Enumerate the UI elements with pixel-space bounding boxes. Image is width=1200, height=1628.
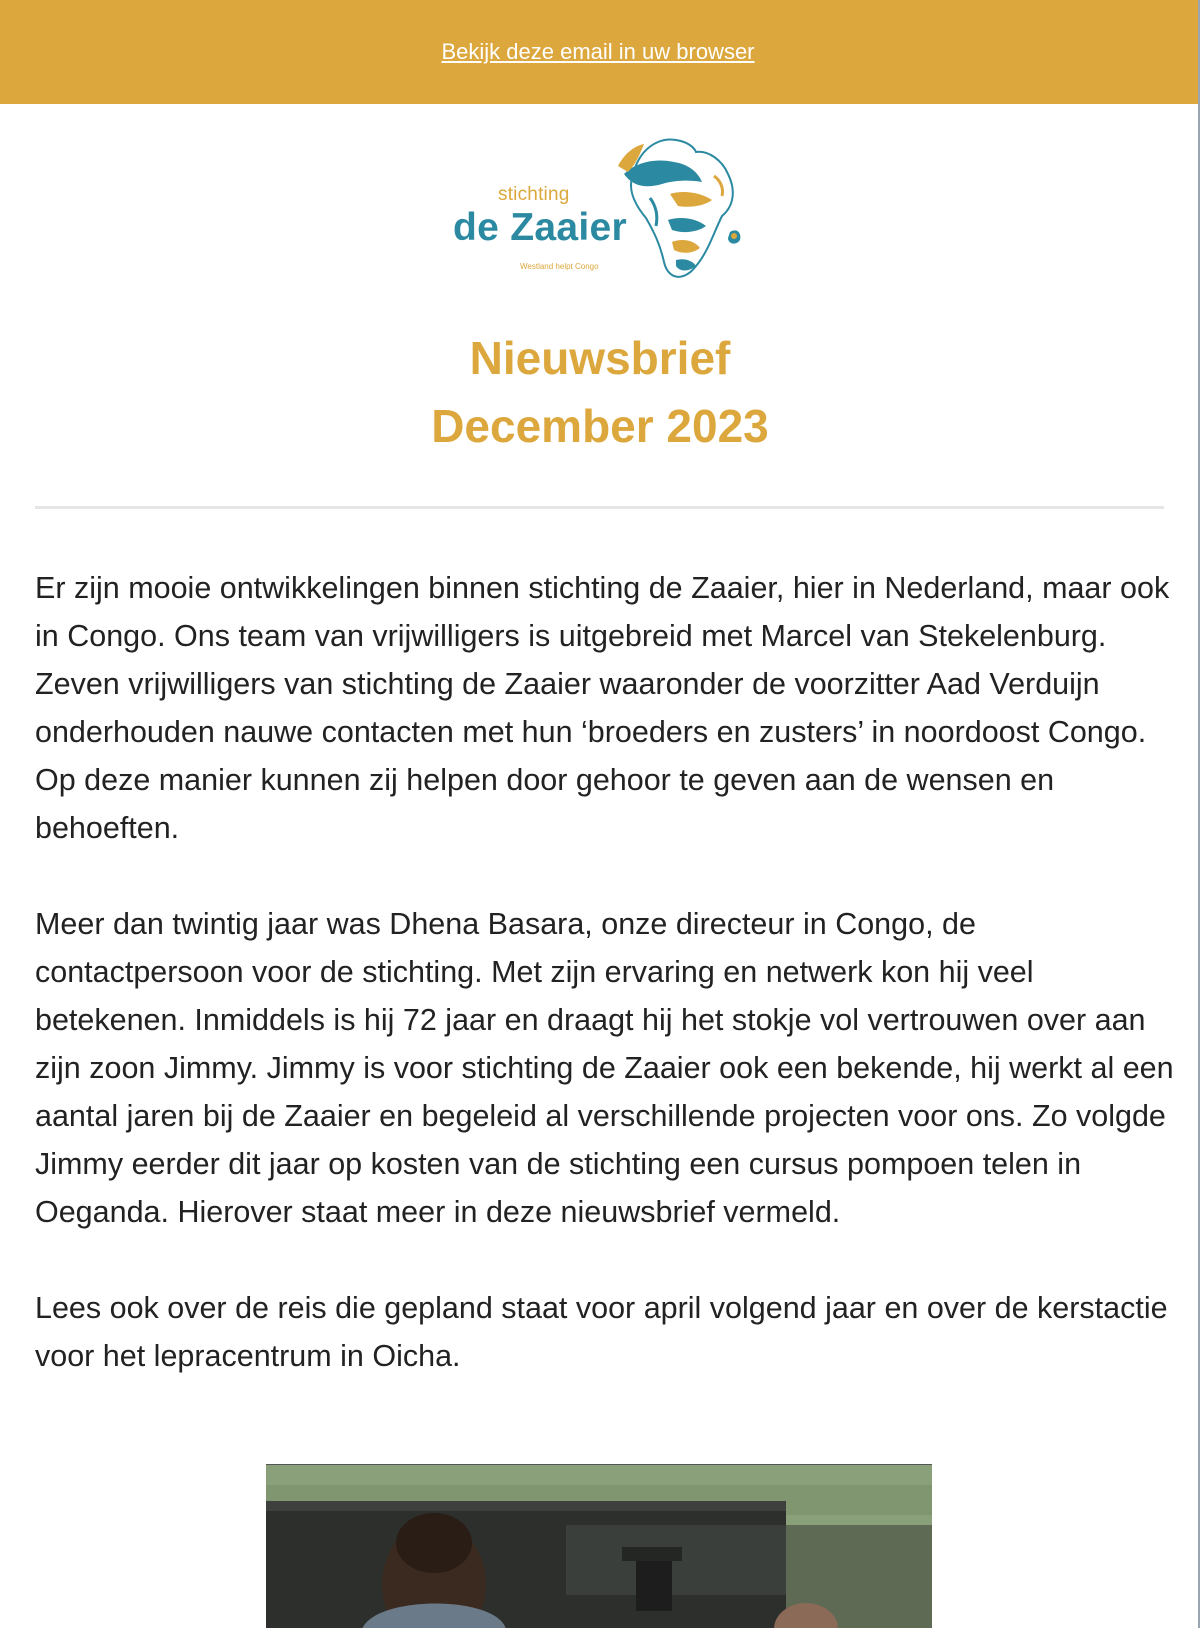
intro-paragraph-2: Meer dan twintig jaar was Dhena Basara, onze directeur in Congo, de contactpersoon voor de stichting. Met zijn ervaring en netwerk kon hij veel betekenen. Inmiddels is hij 72 jaar en draagt hij het stokje vol vertrouwen over aan zijn zoon Jimmy. Jimmy is voor stichting de Zaaier ook een bekende, hij werkt al een aantal jaren bij de Zaaier en begeleid al verschillende projecten voor ons. Zo volgde Jimmy eerder dit jaar op kosten van de stichting een cursus pompoen telen in Oeganda. Hierover staat meer in deze nieuwsbrief vermeld. — [35, 907, 1174, 1229]
newsletter-photo — [266, 1464, 932, 1628]
header-bar — [0, 0, 1200, 104]
view-in-browser-link[interactable]: Bekijk deze email in uw browser — [441, 39, 755, 64]
africa-hand-logo-icon — [610, 136, 750, 286]
title-line-2: December 2023 — [431, 400, 769, 452]
intro-paragraph-3: Lees ook over de reis die gepland staat voor april volgend jaar en over de kerstactie voor het lepracentrum in Oicha. — [35, 1291, 1168, 1373]
intro-paragraph-1: Er zijn mooie ontwikkelingen binnen stichting de Zaaier, hier in Nederland, maar ook in Congo. Ons team van vrijwilligers is uitgebreid met Marcel van Stekelenburg. Zeven vrijwilligers van stichting de Zaaier waaronder de voorzitter Aad Verduijn onderhouden nauwe contacten met hun ‘broeders en zusters’ in noordoost Congo. Op deze manier kunnen zij helpen door gehoor te geven aan de wensen en behoeften. — [35, 571, 1170, 845]
logo-tagline-text: Westland helpt Congo — [520, 262, 599, 271]
logo-name-text: de Zaaier — [453, 206, 627, 249]
photo-man-in-front-of-vehicle-icon — [266, 1465, 932, 1628]
divider — [35, 506, 1164, 509]
newsletter-body — [35, 564, 1175, 1428]
title-line-1: Nieuwsbrief — [469, 332, 731, 384]
logo — [450, 136, 750, 296]
newsletter-title — [0, 324, 1200, 460]
logo-stichting-text: stichting — [498, 184, 570, 205]
